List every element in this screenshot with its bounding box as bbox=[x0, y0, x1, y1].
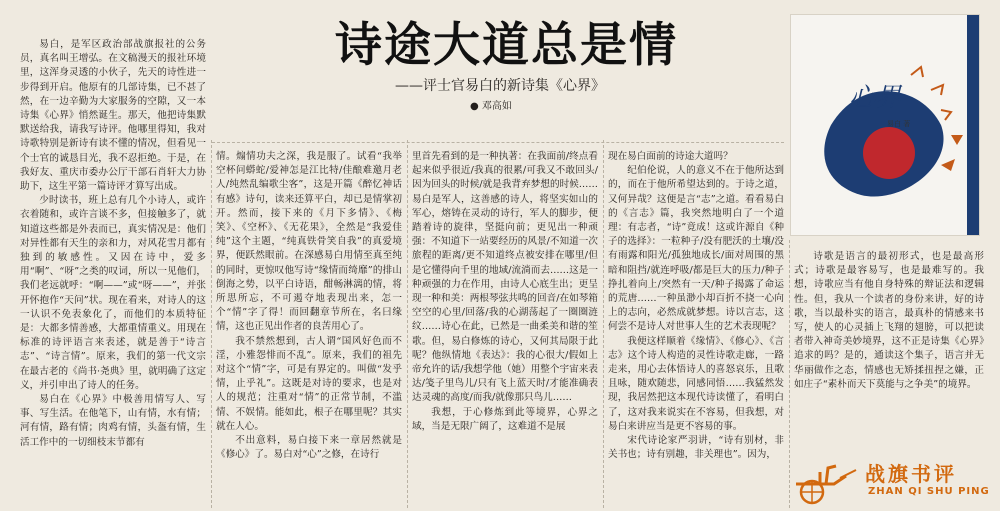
article-column-5 bbox=[794, 250, 984, 450]
headline-divider bbox=[212, 142, 784, 143]
article-title: 诗途大道总是情 bbox=[335, 18, 678, 73]
paragraph: 少时读书，班上总有几个小诗人，或许衣着随和，或许言谈不多，但接触多了，就知道这些都是外表而已，真实情况是：他们对异性都有天生的亲和力，对风花雪月都有独到的敏感性。又因在诗中，爱多用“啊”、“呀”之类的叹词，所以一见他们，我们老远就呼：“啊——”或“呀——”，并张开怀抱作“天问”状。现在看来，对诗人的这一认识不免表象化了，而他们的本质特征是：大都多情善感，大都重情重义。用现在标准的诗评语言来表述，就是善于“诗言志”、“诗言情”。原来，我们的第一代文宗在最古老的《尚书·尧典》里，就明确了这定义，并引申出了诗人的任务。 bbox=[20, 195, 206, 391]
paragraph: 不出意料，易白接下来一章居然就是《修心》了。易白对“心”之修，在诗行 bbox=[216, 435, 402, 461]
paragraph: 里首先看到的是一种执著：在我面前/终点看起来似乎很近/我真的很累/可我又不敢回头/因为回头的时候/就是我背弃梦想的时候……易白是军人，这善感的诗人，将坚实如山的军心，熔铸在灵动的诗行，军人的脚步，便踏着诗的旋律，坚挺向前；更见出一种顽强：不知道下一站要经历的风景/不知道一次旅程的距离/更不知道终点被安排在哪里/但是它懂得向千里的地域/流淌而去……这是一种顽强的力在作用，由诗人心底生出；更呈现一种和美：两根琴弦共鸣的回音/在如琴箱空空的心里/回落/我的心湖荡起了一圈圈涟纹……诗心在此，已然是一曲柔美和谐的笙歌。但，易白修炼的诗心，又何其局限于此呢？他纵情地《表达》：我的心很大/假如上帝允许的话/我想学他（她）用整个宇宙来表达/笺子里鸟儿/只有飞上蓝天时/才能准确表达灵魂的高度/而我/就像那只鸟儿…… bbox=[412, 151, 598, 404]
article-column-2 bbox=[216, 150, 402, 506]
chariot-icon bbox=[790, 458, 862, 506]
paragraph: 易白在《心界》中极善用情写人、写事、写生活。在他笔下，山有情，水有情；河有情，路有情；肉鸡有情，头盔有情，生活工作中的一切细枝末节都有 bbox=[20, 394, 206, 448]
article-subtitle: ——评士官易白的新诗集《心界》 bbox=[395, 78, 605, 94]
book-cover-image bbox=[790, 14, 980, 236]
paragraph: 宋代诗论家严羽讲，“诗有别材，非关书也；诗有别趣，非关理也”。因为， bbox=[608, 435, 784, 461]
column-logo bbox=[790, 458, 990, 508]
book-cover-author: 易白 著 bbox=[887, 120, 911, 128]
column-logo-pinyin: ZHAN QI SHU PING bbox=[868, 486, 990, 497]
column-logo-name: 战旗书评 bbox=[865, 462, 957, 486]
article-column-4 bbox=[608, 150, 784, 506]
column-divider bbox=[603, 140, 604, 508]
column-divider bbox=[211, 140, 212, 508]
article-column-3 bbox=[412, 150, 598, 506]
paragraph: 我想，于心修炼到此等境界，心界之域，当是无限广阔了，这难道不是展 bbox=[412, 406, 598, 432]
paragraph: 现在易白面前的诗途大道吗？ bbox=[608, 151, 733, 162]
paragraph: 我便这样顺着《缘情》、《修心》、《言志》这个诗人构造的灵性诗歌走廊，一路走来，用心去体悟诗人的喜怒哀乐，且歌且咏，随欢随悲，同感同悟……我猛然发现，我居然把这本现代诗读懂了，看明白了，这对我来说实在不容易，但我想，对易白来讲应当是更不容易的事。 bbox=[608, 335, 784, 432]
paragraph: 诗歌是语言的最初形式，也是最高形式；诗歌是最容易写，也是最难写的。我想，诗歌应当有他自身特殊的辩证法和逻辑性。但，我从一个读者的身份来讲，好的诗歌，当以最朴实的语言，最真朴的情感来书写，使人的心灵插上飞翔的翅膀，可以把读者带入神奇美妙境界，这不正是诗集《心界》追求的吗？是的，通读这个集子，语言并无华丽做作之态，情感也无矫揉扭捏之嫌，正如庄子“素朴而天下莫能与之争美”的境界。 bbox=[794, 251, 984, 390]
book-cover-art bbox=[791, 15, 979, 235]
paragraph: 我不禁然想到，古人谓“国风好色而不淫，小雅怨悱而不乱”。原来，我们的祖先对这个“情”字，可是有界定的。叫做“发乎情，止乎礼”。这既是对诗的要求，也是对人的规范；注重对“情”的正常节制，不滥情、不娱情。能如此，根子在哪里呢？其实就在人心。 bbox=[216, 335, 402, 432]
paragraph: 易白，是军区政治部战旗报社的公务员，真名叫王增弘。在文稿漫天的报社环境里，这浑身灵透的小伙子，先天的诗性进一步得到开启。他原有的几部诗集，已不甚了然，在一边辛勤为大家服务的空隙，又一本诗集《心界》悄然诞生。那天，他把诗集默默送给我，请我写诗评。他哪里得知，我对诗歌特别是新诗有读不懂的情况，但看见一个士官的诚恳目光，我不忍拒绝。于是，在我好友、重庆市委办公厅干部石肖轩大力协助下，这生平第一篇诗评才算写出成。 bbox=[20, 39, 206, 193]
column-divider bbox=[407, 140, 408, 508]
paragraph: 纪伯伦说，人的意义不在于他所达到的，而在于他所希望达到的。于诗之道，又何异哉？这便是言“志”之道。看看易白的《言志》篇，我突然地明白了一个道理：有志者，“诗”竟成！这或许源自《种子的选择》：一粒种子/没有肥沃的土壤/没有雨露和阳光/孤独地成长/面对周围的黑暗和阻挡/就连呼吸/都是巨大的压力/种子挣扎着向上/突然有一天/种子揭露了命运的荒唐……一种虽渺小却百折不挠一心向上的志向，必然成就梦想。诗以言志，这何尝不是诗人对世事人生的艺术表现呢？ bbox=[608, 165, 784, 333]
book-cover-title: 心界 bbox=[849, 83, 902, 113]
article-column-1 bbox=[20, 38, 206, 506]
paragraph: 情。煽情功夫之深，我是服了。试看“我举空杯问蟒蛇/爱神怎是江比特/佳酿难邀月老人/纯然乱编歌尘客”，这是开篇《醉忆神话有感》诗句，读来还算平白，却已是情掌初开。然而，接下来的《月下多情》、《梅笑》、《空杯》、《无花果》，全然是“我爱佳纯”这个主题，“纯真铁骨笑自我”的真爱境界，便跃然眼前。在深感易白用情至真至纯的同时，更惊叹他写诗“缘情而绮靡”的排山倒海之势，以平白诗语，酣畅淋漓的情，将所思所忘，不可遏夺地表现出来，怎一个“情”字了得！而回翻章节所在，名曰缘情，这也正见出作者的良苦用心了。 bbox=[216, 151, 402, 333]
article-byline: ● 邓高如 bbox=[470, 101, 512, 112]
